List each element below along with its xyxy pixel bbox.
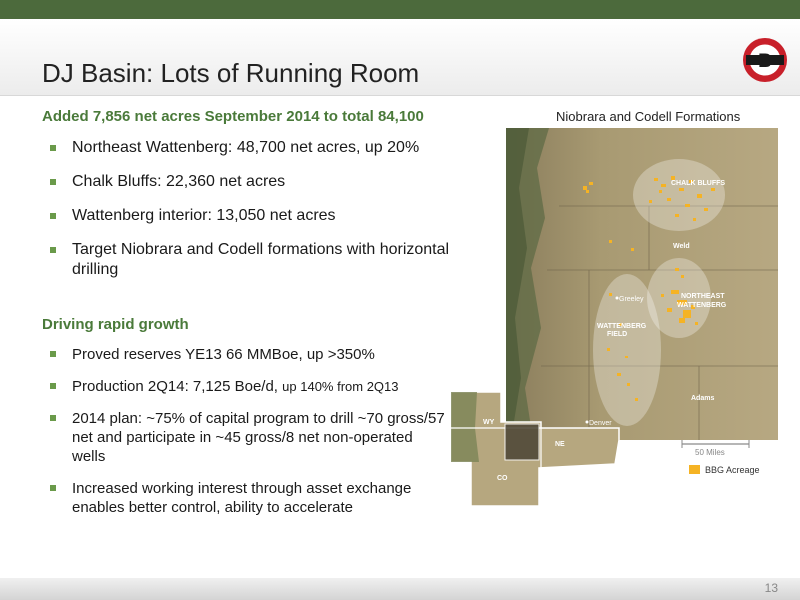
bullet-square-icon [50, 383, 56, 389]
bullet-item: Production 2Q14: 7,125 Boe/d, up 140% from 2Q13 [50, 377, 450, 396]
bullet-square-icon [50, 213, 56, 219]
scale-label: 50 Miles [695, 448, 725, 457]
bullet-item: Northeast Wattenberg: 48,700 net acres, up 20% [50, 138, 490, 158]
map-label-northeast-wattenberg: NORTHEAST [681, 293, 725, 300]
bullet-item: Wattenberg interior: 13,050 net acres [50, 206, 490, 226]
section-heading-acreage: Added 7,856 net acres September 2014 to total 84,100 [42, 108, 424, 125]
bullet-square-icon [50, 415, 56, 421]
page-number: 13 [764, 581, 778, 595]
chalk-bluffs-area [633, 159, 725, 231]
map-title: Niobrara and Codell Formations [556, 109, 741, 124]
map-label-wattenberg-field: WATTENBERG [597, 323, 647, 330]
greeley-marker [616, 297, 619, 300]
inset-label-wy: WY [483, 419, 495, 426]
section-heading-growth: Driving rapid growth [42, 316, 189, 333]
growth-bullet-list [50, 345, 450, 530]
slide-title: DJ Basin: Lots of Running Room [42, 58, 420, 88]
denver-marker [586, 421, 589, 424]
top-bar [0, 0, 800, 19]
map-label-weld: Weld [673, 243, 690, 250]
legend-label: BBG Acreage [705, 465, 760, 475]
footer-bar [0, 578, 800, 600]
inset-label-ne: NE [555, 441, 565, 448]
svg-text:B: B [758, 51, 772, 72]
bullet-square-icon [50, 145, 56, 151]
company-logo [741, 36, 789, 84]
dj-basin-map [449, 128, 786, 508]
bullet-square-icon [50, 351, 56, 357]
bullet-item: 2014 plan: ~75% of capital program to drill ~70 gross/57 net and participate in ~45 gross/8 net non-operated wells [50, 409, 450, 466]
map-label-wattenberg-field-2: FIELD [607, 331, 628, 338]
map-label-denver: Denver [589, 420, 612, 427]
bullet-item: Chalk Bluffs: 22,360 net acres [50, 172, 490, 192]
bullet-item: Increased working interest through asset exchange enables better control, ability to accelerate [50, 479, 450, 517]
bullet-square-icon [50, 179, 56, 185]
map-label-northeast-wattenberg-2: WATTENBERG [677, 302, 727, 309]
map-label-adams: Adams [691, 395, 715, 402]
acreage-bullet-list [50, 138, 490, 294]
inset-label-co: CO [497, 475, 508, 482]
bullet-square-icon [50, 485, 56, 491]
bullet-item: Proved reserves YE13 66 MMBoe, up >350% [50, 345, 450, 364]
map-label-greeley: Greeley [619, 296, 644, 303]
bullet-square-icon [50, 247, 56, 253]
legend-swatch [689, 465, 700, 474]
map-label-chalk-bluffs: CHALK BLUFFS [671, 180, 726, 187]
bullet-item: Target Niobrara and Codell formations with horizontal drilling [50, 240, 490, 280]
